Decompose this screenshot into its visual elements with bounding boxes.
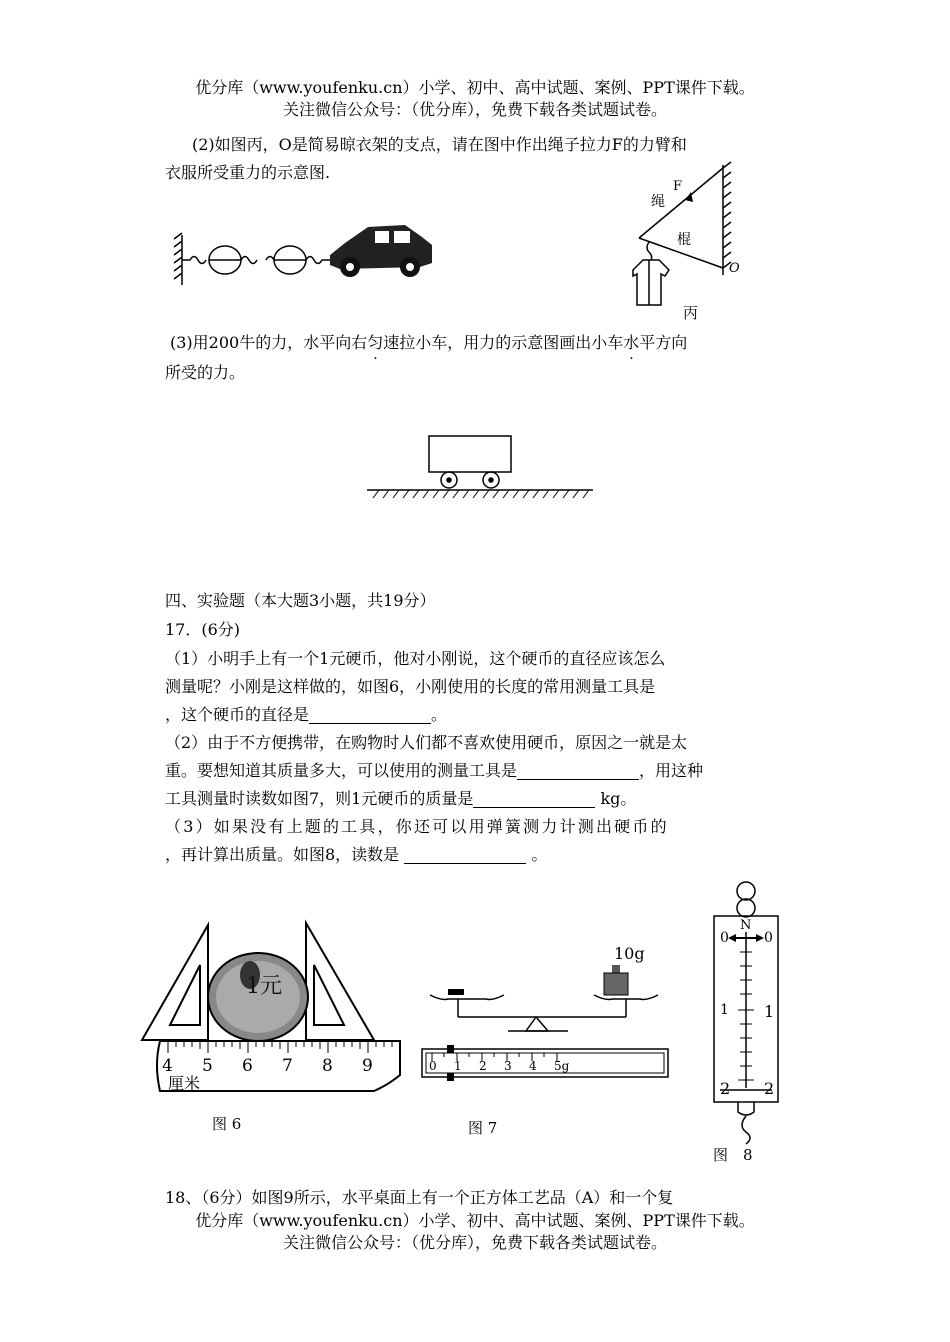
- balance-tick-1: 1: [454, 1059, 462, 1073]
- ruler-tick-7: 7: [282, 1056, 293, 1076]
- q17-p2-text-c: 工具测量时读数如图7，则1元硬币的质量是: [165, 789, 474, 808]
- answer-blank-diameter[interactable]: [309, 705, 431, 724]
- q3-text-e: 方向: [655, 333, 688, 352]
- figure-6: [138, 915, 406, 1100]
- ruler: [157, 1041, 400, 1093]
- q3-emph-2: 水平: [623, 333, 656, 352]
- q17-p1-line-3: [165, 703, 787, 727]
- ruler-tick-5: 5: [202, 1056, 213, 1076]
- balance-tick-5g: 5g: [554, 1059, 570, 1073]
- fig6-caption: 图 6: [212, 1115, 242, 1133]
- fig7-caption: 图 7: [468, 1119, 498, 1137]
- q17-p3-text: ，再计算出质量。如图8，读数是: [165, 845, 400, 864]
- q3-text-c: 拉小车，用力的示意图画出小车: [399, 333, 624, 352]
- spring-car-figure: [170, 215, 440, 290]
- weight-icon: [604, 965, 628, 995]
- figure-7: [418, 935, 673, 1085]
- unit-label: N: [740, 918, 752, 933]
- weight-label: 10g: [614, 944, 645, 963]
- rope-label: 绳: [651, 194, 665, 210]
- clothes-rack-figure: [625, 160, 755, 325]
- q17-p3-line-2: [165, 843, 787, 867]
- q17-p1-end: 。: [431, 705, 448, 724]
- q3-line-1: [170, 331, 787, 355]
- footer-line-1: 优分库（www.youfenku.cn）小学、初中、高中试题、案例、PPT课件下载。: [195, 1211, 755, 1230]
- balance-tick-0: 0: [429, 1059, 437, 1073]
- coin-icon: [208, 953, 308, 1041]
- balance-tick-4: 4: [529, 1059, 537, 1073]
- pivot-label: O: [729, 261, 740, 276]
- q17-p2-end-b: ，用这种: [639, 761, 704, 780]
- ruler-tick-4: 4: [162, 1056, 173, 1076]
- ruler-tick-9: 9: [362, 1056, 373, 1076]
- answer-blank-tool[interactable]: [517, 761, 639, 780]
- balance-ruler: [422, 1045, 668, 1081]
- q17-p1-text: ，这个硬币的直径是: [165, 705, 310, 724]
- balance-tick-3: 3: [504, 1059, 512, 1073]
- q18-line-1: 18、（6分）如图9所示，水平桌面上有一个正方体工艺品（A）和一个复: [165, 1188, 674, 1207]
- q3-emph-1: 匀速: [367, 333, 400, 352]
- balance-tick-2: 2: [479, 1059, 487, 1073]
- coin-on-pan: [448, 989, 464, 995]
- q17-p1-line-1: （1）小明手上有一个1元硬币，他对小刚说，这个硬币的直径应该怎么: [165, 649, 666, 668]
- q17-p2-end-c: kg。: [595, 789, 637, 808]
- scale-right-0: 0: [764, 930, 773, 946]
- q17-p3-line-1: （3）如果没有上题的工具，你还可以用弹簧测力计测出硬币的: [165, 817, 669, 836]
- coin-label: 1元: [246, 974, 282, 999]
- fig8-caption: 图 8: [713, 1146, 753, 1164]
- answer-blank-reading[interactable]: [404, 845, 526, 864]
- q3-text-a: (3)用200牛的力，水平向右: [170, 333, 368, 352]
- scale-left-0: 0: [720, 930, 729, 946]
- section-4-title: 四、实验题（本大题3小题，共19分）: [165, 591, 436, 610]
- q17-p2-text-b: 重。要想知道其质量多大，可以使用的测量工具是: [165, 761, 518, 780]
- car-icon: [330, 225, 432, 277]
- footer-line-2: 关注微信公众号：（优分库），免费下载各类试题试卷。: [282, 1233, 667, 1252]
- q2-line-2: 衣服所受重力的示意图.: [165, 163, 331, 182]
- answer-blank-mass[interactable]: [473, 789, 595, 808]
- rod-label: 棍: [677, 232, 691, 248]
- force-label: F: [673, 179, 683, 194]
- q3-line-2: 所受的力。: [165, 363, 246, 382]
- ruler-unit: 厘米: [168, 1074, 201, 1093]
- ruler-tick-8: 8: [322, 1056, 333, 1076]
- figure-label: 丙: [683, 304, 699, 322]
- q2-line-1: (2)如图丙，O是简易晾衣架的支点，请在图中作出绳子拉力F的力臂和: [192, 135, 687, 154]
- scale-right-2: 2: [764, 1079, 775, 1098]
- scale-left-1: 1: [720, 1002, 729, 1018]
- q17-p2-line-2: [165, 759, 787, 783]
- cart-figure: [365, 430, 595, 500]
- q17-p3-end: 。: [531, 845, 548, 864]
- figure-8: [708, 880, 788, 1145]
- header-line-2: 关注微信公众号：（优分库），免费下载各类试题试卷。: [282, 100, 667, 119]
- scale-left-2: 2: [720, 1079, 731, 1098]
- ruler-tick-6: 6: [242, 1056, 253, 1076]
- q17-p1-line-2: 测量呢？小刚是这样做的，如图6，小刚使用的长度的常用测量工具是: [165, 677, 656, 696]
- scale-right-1: 1: [764, 1002, 775, 1021]
- header-line-1: 优分库（www.youfenku.cn）小学、初中、高中试题、案例、PPT课件下载。: [195, 78, 755, 97]
- q17-p2-line-3: [165, 787, 787, 811]
- q17-p2-line-1: （2）由于不方便携带，在购物时人们都不喜欢使用硬币，原因之一就是太: [165, 733, 688, 752]
- q17-head: 17．(6分): [165, 620, 241, 639]
